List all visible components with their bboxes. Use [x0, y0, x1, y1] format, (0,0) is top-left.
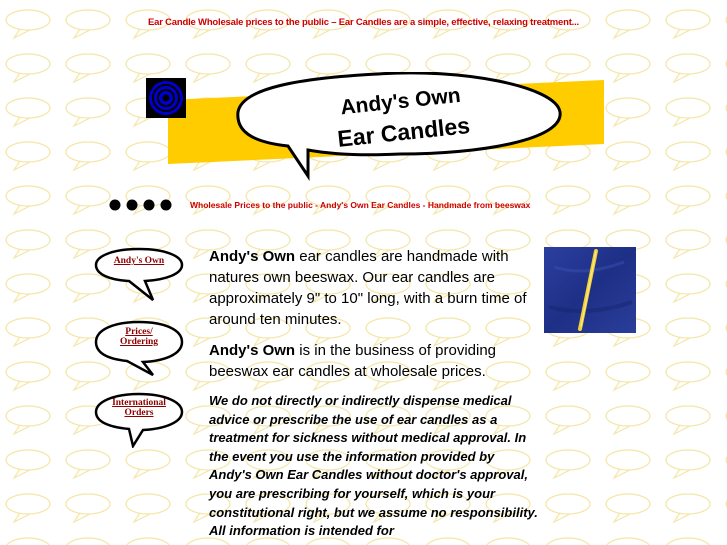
- business-text: is in the business of providing beeswax ear candles at wholesale prices.: [209, 342, 497, 380]
- logo-line1: Andy's Own: [339, 83, 462, 120]
- nav-label: Ordering: [120, 337, 158, 347]
- ear-candle-photo: [544, 247, 636, 333]
- brand-name: Andy's Own: [209, 248, 296, 265]
- business-paragraph: [209, 340, 539, 382]
- intro-paragraph: [209, 246, 539, 330]
- medical-disclaimer: We do not directly or indirectly dispense medical advice or prescribe the use of ear candles as a treatment for sickness without medical approval. In the event you use the information provided by Andy's Own Ear Candles without doctor's approval, you are prescribing for yourself, which is your constitutional right, but we assume no responsibility. All information is intended for: [209, 393, 538, 539]
- nav-label: Andy's Own: [113, 256, 165, 266]
- subheader: Wholesale Prices to the public - Andy's Own Ear Candles - Handmade from beeswax: [190, 200, 531, 210]
- speech-bubble-icon: [93, 246, 185, 302]
- tagline: Ear Candle Wholesale prices to the public – Ear Candles are a simple, effective, relaxing treatment...: [147, 17, 579, 28]
- nav-label: International: [112, 398, 166, 408]
- main-content: [209, 246, 539, 541]
- nav-label: Orders: [124, 408, 154, 418]
- target-icon: [146, 78, 186, 118]
- nav-international-orders[interactable]: [93, 392, 185, 448]
- nav-prices-ordering[interactable]: [93, 320, 185, 376]
- nav-label: Prices/: [125, 327, 153, 337]
- logo-banner: [140, 72, 610, 182]
- logo-line2: Ear Candles: [336, 112, 472, 152]
- intro-text: ear candles are handmade with natures own beeswax. Our ear candles are approximately 9" to 10" long, with a burn time of around ten minutes.: [209, 248, 527, 328]
- bullet-dots: [108, 198, 178, 212]
- nav-andys-own[interactable]: [93, 246, 185, 302]
- brand-name: Andy's Own: [209, 342, 296, 359]
